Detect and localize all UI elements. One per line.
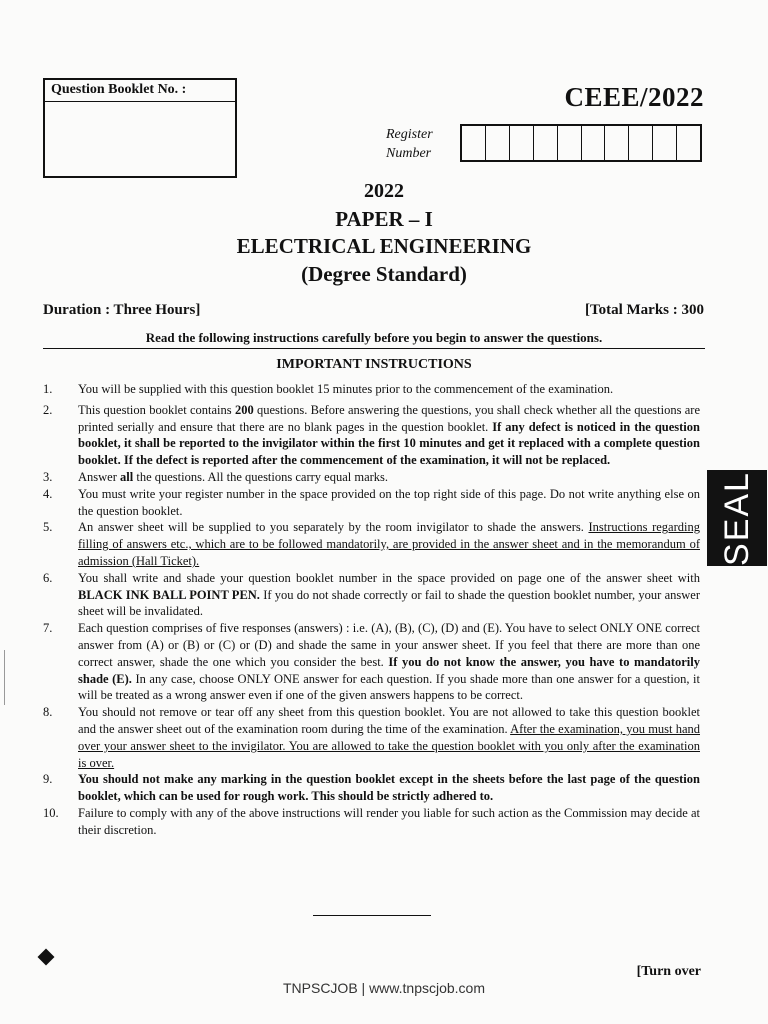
paper-number: PAPER – I [335, 207, 433, 231]
register-cell [558, 126, 582, 160]
instruction-item: 4. You must write your register number in the space provided on the top right side of this page. Do not write anything else on the question booklet. [43, 486, 700, 518]
subject-title: ELECTRICAL ENGINEERING [236, 234, 532, 258]
register-cell [582, 126, 606, 160]
instruction-item: 7. Each question comprises of five responses (answers) : i.e. (A), (B), (C), (D) and (E). You have to select ONLY ONE correct answer from (A) or (B) or (C) or (D) and shade the same in your answer sheet. If you feel that there are more than one correct answer, shade the one which you consider the best. If you do not know the answer, you have to mandatorily shade (E). In any case, choose ONLY ONE answer for each question. If you shade more than one answer for a question, it will be treated as a wrong answer even if one of the given answers happens to be correct. [43, 621, 700, 703]
instruction-item: 9. You should not make any marking in the question booklet except in the sheets before the last page of the question booklet, which can be used for rough work. This should be strictly adhered to. [43, 772, 700, 804]
instruction-item: 8. You should not remove or tear off any sheet from this question booklet. You are not allowed to take this question booklet and the answer sheet out of the examination room during the time of the examination. After the examination, you must hand over your answer sheet to the invigilator. You are allowed to take the question booklet with you only after the examination is over. [43, 705, 700, 770]
instructions-heading: IMPORTANT INSTRUCTIONS [276, 357, 472, 372]
instruction-item: 5. An answer sheet will be supplied to you separately by the room invigilator to shade the answers. Instructions regarding filling of answers etc., which are to be followed mandatorily, are provided in the answer sheet and in the memorandum of admission (Hall Ticket). [43, 520, 700, 568]
register-cell [486, 126, 510, 160]
instruction-item: 2. This question booklet contains 200 questions. Before answering the questions, you shall check whether all the questions are printed serially and ensure that there are no blank pages in the question booklet. If any defect is noticed in the question booklet, it shall be reported to the invigilator within the first 10 minutes and get it replaced with a complete question booklet. If the defect is reported after the commencement of the examination, it will not be replaced. [43, 402, 701, 468]
instruction-item: 6. You shall write and shade your question booklet number in the space provided on page one of the answer sheet with BLACK INK BALL POINT PEN. If you do not shade correctly or fail to shade the question booklet number, your answer sheet will be invalidated. [43, 570, 700, 619]
seal-text: SEAL [717, 470, 756, 566]
degree-standard: (Degree Standard) [301, 262, 467, 286]
footer-credit: TNPSCJOB | www.tnpscjob.com [282, 980, 486, 996]
instruction-item: 1. You will be supplied with this question booklet 15 minutes prior to the commencement of the examination. [43, 382, 614, 396]
register-cell [629, 126, 653, 160]
register-number-grid [460, 124, 702, 162]
seal-stamp [707, 470, 767, 566]
instruction-item: 3. Answer all the questions. All the questions carry equal marks. [43, 469, 389, 484]
register-cell [534, 126, 558, 160]
end-divider [313, 915, 431, 916]
duration: Duration : Three Hours] [43, 302, 201, 318]
booklet-number-label: Question Booklet No. : [45, 80, 235, 102]
question-booklet-number-box [43, 78, 237, 178]
turn-over-note: [Turn over [636, 964, 701, 979]
divider [43, 348, 705, 349]
register-cell [510, 126, 534, 160]
register-cell [462, 126, 486, 160]
total-marks: [Total Marks : 300 [584, 302, 704, 318]
instructions-list [43, 381, 700, 839]
diamond-icon [38, 949, 55, 966]
exam-code: CEEE/2022 [564, 82, 704, 112]
exam-year: 2022 [364, 180, 404, 202]
register-cell [677, 126, 700, 160]
read-instructions-note: Read the following instructions carefully before you begin to answer the questions. [145, 330, 603, 345]
register-number-label: Register Number [386, 127, 433, 161]
register-cell [605, 126, 629, 160]
margin-mark [4, 650, 5, 705]
register-cell [653, 126, 677, 160]
instruction-item: 10. Failure to comply with any of the above instructions will render you liable for such action as the Commission may decide at their discretion. [43, 805, 700, 837]
